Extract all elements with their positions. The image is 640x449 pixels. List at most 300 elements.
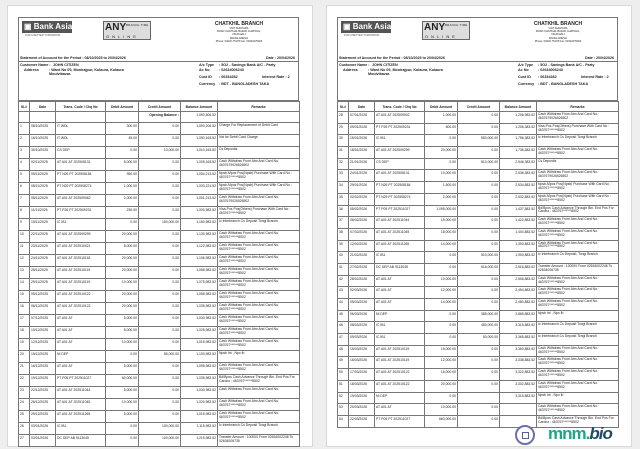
table-row	[338, 205, 619, 217]
branch-address-line: NOAKHALI	[232, 33, 246, 37]
credit-cell: 10,000.00	[139, 147, 181, 159]
trans-code-cell: PT P26 PT 202509231	[56, 207, 106, 219]
credit-cell: 0.00	[139, 375, 181, 387]
date-cell: 19/12/2025	[30, 375, 56, 387]
balance-cell: 3,365,883.52	[500, 334, 537, 346]
debit-cell: 0.00	[425, 310, 458, 322]
date-cell: 22/11/2025	[30, 231, 56, 243]
credit-cell: 810,000.00	[458, 158, 500, 170]
credit-cell: 0.00	[139, 267, 181, 279]
balance-cell: 1,005,163.52	[181, 159, 218, 171]
credit-cell: 0.00	[458, 228, 500, 240]
credit-cell: 85,000.00	[139, 351, 181, 363]
balance-cell: 1,130,983.52	[181, 231, 218, 243]
remarks-cell: Cash Withdraw From Atm And Card No. 463767******8502	[218, 315, 300, 327]
table-row	[338, 147, 619, 159]
sl-cell: 12	[19, 255, 30, 267]
trans-code-cell: AT A01 AT 202508131	[375, 170, 425, 182]
credit-cell: 0.00	[139, 327, 181, 339]
statement-page-1	[7, 5, 313, 447]
sl-cell: 48	[338, 345, 349, 357]
remarks-cell: Cash Withdraw From Atm And Card No.	[218, 387, 300, 399]
date-cell: 07/12/2025	[30, 315, 56, 327]
date-cell: 05/02/2026	[349, 205, 375, 217]
sl-cell: 39	[338, 240, 349, 252]
remarks-cell: Ic Interbranch Cs Deposit Tongi Branch	[537, 135, 619, 147]
date-cell: 02/03/2026	[349, 287, 375, 299]
remarks-cell: Transfer Amount : 120000 From 02634002246 To 02634006735	[537, 263, 619, 275]
sl-cell: 16	[19, 303, 30, 315]
date-cell: 08/11/2025	[30, 183, 56, 195]
opening-balance-row: Opening Balance : 1,090,506.52	[19, 112, 300, 123]
debit-cell: 18,000.00	[425, 228, 458, 240]
sl-cell: 47	[338, 334, 349, 346]
table-row	[19, 171, 300, 183]
table-row	[19, 411, 300, 423]
any-branch-logo: ANY BRANCH TIME ONLINE	[103, 21, 151, 40]
bank-seal-stamp	[515, 425, 535, 445]
date-cell: 07/01/2026	[349, 112, 375, 124]
trans-code-cell: AT A01 AT 202510122	[56, 303, 106, 315]
credit-cell: 385,000.00	[458, 310, 500, 322]
remarks-cell: Cash Withdraw From Atm And Card No. 463767******8502	[537, 404, 619, 416]
trans-code-cell: AT A01 AT	[375, 299, 425, 311]
balance-cell: 3,338,883.52	[500, 357, 537, 369]
sl-cell: 40	[338, 252, 349, 264]
column-header: Credit Amount	[139, 102, 181, 112]
credit-cell: 0.00	[139, 171, 181, 183]
customer-id: : 06334282	[538, 75, 557, 79]
sl-cell: 32	[338, 158, 349, 170]
balance-cell: 1,015,983.52	[181, 339, 218, 351]
trans-code-cell: PT N26 PT 202508184	[56, 171, 106, 183]
balance-cell: 1,003,221.52	[181, 183, 218, 195]
bank-tagline: FOR A BETTER TOMORROW	[25, 34, 61, 37]
remarks-cell: Cash Withdraw From Atm And Card No. 463767******8502	[218, 327, 300, 339]
table-row	[338, 263, 619, 275]
table-row	[338, 240, 619, 252]
branch-address-line: ROAD CHATKHIL BAZAR CHATKHIL,	[216, 30, 262, 34]
credit-cell: 0.00	[139, 183, 181, 195]
statement-date: Date : 20/04/2026	[585, 56, 614, 60]
date-cell: 06/03/2026	[349, 310, 375, 322]
balance-cell: 1,206,983.52	[500, 112, 537, 124]
credit-cell: 0.00	[139, 195, 181, 207]
table-row	[338, 380, 619, 392]
branch-address-line: NOAKHALI	[551, 33, 565, 37]
trans-code-cell: AT A01 AT 202511265	[375, 240, 425, 252]
debit-cell: 5,000.00	[106, 411, 139, 423]
credit-cell: 0.00	[139, 303, 181, 315]
trans-code-cell: NI DEP	[375, 392, 425, 404]
table-row	[338, 310, 619, 322]
debit-cell: 15,000.00	[425, 345, 458, 357]
date-cell: 03/01/2026	[30, 423, 56, 435]
table-row	[19, 339, 300, 351]
trans-code-cell: IC IB1	[375, 322, 425, 334]
trans-code-cell: NI DEP	[375, 310, 425, 322]
date-cell: 08/03/2026	[349, 322, 375, 334]
branch-address-line: VIAT KHILPARA	[229, 27, 249, 30]
remarks-cell: Ic Interbranch Cs Deposit Tongi Branch	[537, 334, 619, 346]
date-cell: 29/01/2026	[349, 182, 375, 194]
trans-code-cell: CS DEP	[375, 158, 425, 170]
balance-cell: 2,532,883.52	[500, 193, 537, 205]
date-cell: 18/03/2026	[349, 380, 375, 392]
balance-cell: 2,516,883.52	[500, 263, 537, 275]
customer-id: : 06334282	[219, 75, 238, 79]
remarks-cell: Npsb Int , Npo Ib	[537, 392, 619, 404]
balance-cell: 3,315,883.52	[500, 392, 537, 404]
remarks-cell: Cash Withdraw From Atm And Card No. 463767******8502	[537, 228, 619, 240]
branch-address-line: Phone: 03222-75178 Fax: 03322275024	[215, 39, 263, 43]
debit-cell: 0.00	[425, 158, 458, 170]
interest-rate: Interest Rate : 2	[262, 75, 290, 79]
sl-cell: 54	[338, 415, 349, 427]
sl-cell: 38	[338, 228, 349, 240]
table-row	[338, 357, 619, 369]
credit-cell: 0.00	[458, 217, 500, 229]
sl-cell: 14	[19, 279, 30, 291]
table-row	[19, 255, 300, 267]
remarks-cell: Npsb-Mpos Pos(Npsb) Purchase With Card No : 463767******8502	[537, 193, 619, 205]
table-row	[338, 334, 619, 346]
remarks-cell: Vat for Debit Card Charge	[218, 135, 300, 147]
sl-cell: 43	[338, 287, 349, 299]
debit-cell: 15,000.00	[425, 217, 458, 229]
sl-cell: 28	[338, 112, 349, 124]
trans-code-cell: AT A01 AT	[56, 363, 106, 375]
sl-cell: 4	[19, 159, 30, 171]
debit-cell: 16,000.00	[425, 369, 458, 381]
sl-cell: 7	[19, 195, 30, 207]
trans-code-cell: AT A01 AT 202509002	[375, 112, 425, 124]
sl-cell: 25	[19, 411, 30, 423]
date-cell: 07/02/2026	[349, 228, 375, 240]
remarks-cell: Visa-Pos Pos(Others) Purchase With Card No : 463767******8502	[218, 207, 300, 219]
date-cell: 20/03/2026	[349, 404, 375, 416]
sl-cell: 45	[338, 310, 349, 322]
remarks-cell: Cash Withdraw From Atm And Card No. 463767******8502	[218, 363, 300, 375]
balance-cell: 1,085,983.52	[181, 267, 218, 279]
credit-cell: 0.00	[139, 231, 181, 243]
date-cell: 23/11/2025	[30, 243, 56, 255]
watermark-logo: mnm.bio	[548, 424, 612, 443]
date-cell: 22/12/2025	[30, 387, 56, 399]
date-cell: 16/03/2026	[349, 357, 375, 369]
branch-address-line: Phone: 03222-75178 Fax: 03322275024	[534, 39, 582, 43]
table-row	[19, 435, 300, 447]
remarks-cell: Cash Withdraw From Atm And Card No. 463767******8502	[537, 299, 619, 311]
debit-cell: 0.00	[425, 252, 458, 264]
trans-code-cell: PT P05 PT 202511027	[56, 375, 106, 387]
sl-cell: 23	[19, 387, 30, 399]
credit-cell: 0.00	[458, 123, 500, 135]
trans-code-cell: AT A01 AT	[56, 327, 106, 339]
table-row	[338, 182, 619, 194]
trans-code-cell: AT A01 AT 202510119	[375, 345, 425, 357]
sl-cell: 3	[19, 147, 30, 159]
sl-cell: 10	[19, 231, 30, 243]
date-cell: 19/03/2026	[349, 392, 375, 404]
trans-code-cell: IC IB1	[375, 334, 425, 346]
trans-code-cell: AT A01 AT 202511044	[56, 387, 106, 399]
column-header: Date	[349, 102, 375, 112]
date-cell: 26/12/2025	[30, 399, 56, 411]
sl-cell: 42	[338, 275, 349, 287]
credit-cell: 0.00	[458, 345, 500, 357]
date-cell: 12/12/2025	[30, 339, 56, 351]
date-cell: 28/02/2026	[349, 275, 375, 287]
remarks-cell: Cash Withdraw From Atm And Card No. 463767******8502	[218, 411, 300, 423]
debit-cell: 5,000.00	[106, 327, 139, 339]
date-cell: 12/02/2026	[349, 240, 375, 252]
credit-cell: 0.00	[139, 291, 181, 303]
account-type: : 5O2 - Savings Bank A/C - Party	[219, 63, 276, 67]
remarks-cell: Cash Withdraw From Atm And Card No. 463767******8502	[537, 357, 619, 369]
debit-cell: 0.00	[425, 322, 458, 334]
trans-code-cell: AT A01 AT	[56, 315, 106, 327]
trans-code-cell: PT P26 PT 202509231	[375, 123, 425, 135]
bank-tagline: FOR A BETTER TOMORROW	[344, 34, 380, 37]
date-cell: 24/11/2025	[30, 255, 56, 267]
column-header: SL#	[338, 102, 349, 112]
column-header: Credit Amount	[458, 102, 500, 112]
debit-cell: 2,000.00	[106, 195, 139, 207]
trans-code-cell: AT A01 AT 202511045	[56, 399, 106, 411]
debit-cell: 20,000.00	[425, 147, 458, 159]
branch-address-line: ROAD CHATKHIL BAZAR CHATKHIL,	[535, 30, 581, 34]
remarks-cell: Cash Withdraw From Atm And Card No. 463767******8502	[218, 267, 300, 279]
trans-code-cell: DC DEP AB 9113045	[56, 435, 106, 447]
debit-cell: 20,000.00	[106, 231, 139, 243]
sl-cell: 2	[19, 135, 30, 147]
currency: : BDT - BANGLADESH TAKA	[538, 82, 589, 86]
column-header: Debit Amount	[106, 102, 139, 112]
trans-code-cell: AT A01 AT	[375, 404, 425, 416]
balance-cell: 2,536,383.52	[500, 170, 537, 182]
date-cell: 06/12/2025	[30, 303, 56, 315]
transactions-table	[18, 101, 300, 447]
trans-code-cell: AT A01 AT 202510122	[375, 380, 425, 392]
date-cell: 02/02/2026	[349, 193, 375, 205]
sl-cell: 27	[19, 435, 30, 447]
balance-cell: 1,025,983.52	[181, 327, 218, 339]
date-cell: 28/11/2025	[30, 267, 56, 279]
trans-code-cell: AT A01 AT 202511044	[375, 217, 425, 229]
debit-cell: 0.00	[425, 263, 458, 275]
date-cell: 29/11/2025	[30, 279, 56, 291]
date-cell: 15/01/2026	[349, 135, 375, 147]
table-row	[19, 243, 300, 255]
sl-cell: 18	[19, 327, 30, 339]
balance-cell	[500, 415, 537, 427]
table-row	[338, 158, 619, 170]
trans-code-cell: NI DEP	[56, 351, 106, 363]
balance-cell: 1,055,983.52	[181, 291, 218, 303]
trans-code-cell: AT A01 AT	[56, 339, 106, 351]
debit-cell: 12,000.00	[425, 287, 458, 299]
sl-cell: 15	[19, 291, 30, 303]
date-cell: 18/01/2026	[349, 147, 375, 159]
table-row	[338, 217, 619, 229]
debit-cell: 10,000.00	[106, 279, 139, 291]
date-cell: 06/02/2026	[349, 217, 375, 229]
branch-address-line: BANGLADESH	[549, 36, 567, 40]
credit-cell: 450,000.00	[458, 322, 500, 334]
branch-info: CHATKHIL BRANCH VIAT KHILPARA ROAD CHATKHIL BAZAR CHATKHIL, NOAKHALI BANGLADESH Phone: 03222-75178 Fax: 03322275024	[518, 21, 598, 43]
customer-address: : Ward No 09, Monirajpur, Kulaura, Kulaura Moulvibazar.	[49, 67, 124, 76]
remarks-cell: Ic Interbranch Cs Deposit Tongi Branch	[218, 423, 300, 435]
date-cell: 16/10/2025	[30, 135, 56, 147]
table-row	[19, 279, 300, 291]
credit-cell: 50,000.00	[458, 334, 500, 346]
table-row	[338, 392, 619, 404]
balance-cell: 1,900,883.52	[500, 252, 537, 264]
credit-cell: 0.00	[458, 380, 500, 392]
trans-code-cell: AT A01 AT	[375, 275, 425, 287]
trans-code-cell: IC IB1	[375, 135, 425, 147]
remarks-cell: Bd/Bpos Cash Advance Through Bin. End Pos For Cardno : 463767******8502	[537, 205, 619, 217]
table-row	[338, 170, 619, 182]
credit-cell: 0.00	[139, 207, 181, 219]
table-row	[19, 351, 300, 363]
debit-cell: 20,000.00	[425, 380, 458, 392]
table-row	[19, 387, 300, 399]
credit-cell: 0.00	[139, 339, 181, 351]
credit-cell: 0.00	[458, 147, 500, 159]
date-cell: 27/02/2026	[349, 263, 375, 275]
balance-cell: 1,756,383.52	[500, 135, 537, 147]
branch-address-line: BANGLADESH	[230, 36, 248, 40]
column-header: SL#	[19, 102, 30, 112]
credit-cell: 0.00	[458, 112, 500, 124]
table-row	[19, 291, 300, 303]
customer-address: : Ward No 09, Monirajpur, Kulaura, Kulaura Moulvibazar.	[368, 67, 443, 76]
credit-cell: 0.00	[139, 243, 181, 255]
trans-code-cell: AT A01 AT 202510118	[56, 255, 106, 267]
table-row	[338, 287, 619, 299]
branch-address-line: VIAT KHILPARA	[548, 27, 568, 30]
balance-cell: 2,534,883.52	[500, 182, 537, 194]
table-row	[338, 322, 619, 334]
trans-code-cell: AT A01 AT 202509299	[56, 231, 106, 243]
credit-cell: 616,000.00	[458, 263, 500, 275]
date-cell: 17/03/2026	[349, 369, 375, 381]
date-cell: 15/12/2025	[30, 351, 56, 363]
debit-cell: 950.00	[106, 171, 139, 183]
debit-cell: 14,000.00	[425, 299, 458, 311]
table-row	[338, 345, 619, 357]
trans-code-cell: AT A01 AT 202511265	[56, 411, 106, 423]
sl-cell: 11	[19, 243, 30, 255]
table-row	[19, 423, 300, 435]
sl-cell: 6	[19, 183, 30, 195]
date-cell: 22/03/2026	[349, 415, 375, 427]
debit-cell: 1,500.00	[425, 182, 458, 194]
debit-cell: 20,000.00	[106, 255, 139, 267]
trans-code-cell: CS DEP	[56, 147, 106, 159]
balance-cell: 1,015,983.52	[181, 411, 218, 423]
currency: : BDT - BANGLADESH TAKA	[219, 82, 270, 86]
balance-cell: 1,106,983.52	[181, 255, 218, 267]
date-cell: 21/01/2026	[349, 158, 375, 170]
debit-cell: 660,000.00	[425, 415, 458, 427]
balance-cell: 1,122,983.52	[181, 243, 218, 255]
branch-info: CHATKHIL BRANCH VIAT KHILPARA ROAD CHATKHIL BAZAR CHATKHIL, NOAKHALI BANGLADESH Phone: 03222-75178 Fax: 03322275024	[199, 21, 279, 43]
debit-cell: 12,000.00	[425, 357, 458, 369]
debit-cell: 14,000.00	[425, 240, 458, 252]
credit-cell: 0.00	[139, 255, 181, 267]
date-cell: 05/03/2026	[349, 299, 375, 311]
sl-cell: 41	[338, 263, 349, 275]
remarks-cell: Cash Withdraw From Atm And Card No. 463767******8502	[537, 147, 619, 159]
credit-cell: 0.00	[458, 357, 500, 369]
remarks-cell: Cash Withdraw From Atm And Card No. 4637679026526502	[218, 159, 300, 171]
customer-info: Customer Name : JOHN CITIZEN Address : Ward No 09, Monirajpur, Kulaura, Kulaura Moulvibazar. A/c Type : 5O2 - Savings Bank A/C - Party Ac No : 02634006243 Cust ID : 06334282 Interest Rate : 2 Currency : BDT - BANGLADESH TAKA	[337, 61, 618, 101]
date-cell: 10/12/2025	[30, 327, 56, 339]
debit-cell: 0.00	[106, 435, 139, 447]
sl-cell: 21	[19, 363, 30, 375]
balance-cell: 1,206,383.52	[500, 123, 537, 135]
opening-balance: 1,090,506.52	[181, 112, 218, 123]
balance-cell: 1,010,163.52	[181, 147, 218, 159]
balance-cell: 2,494,883.52	[500, 287, 537, 299]
credit-cell: 0.00	[139, 399, 181, 411]
credit-cell: 0.00	[139, 315, 181, 327]
balance-cell: 1,095,983.52	[181, 363, 218, 375]
date-cell: 08/11/2025	[30, 195, 56, 207]
remarks-cell: Cash Withdraw From Atm And Card No. 463767******8502	[537, 287, 619, 299]
remarks-cell: Cash Withdraw From Atm And Card No. 4637679026526502	[218, 195, 300, 207]
balance-cell: 1,004,213.52	[181, 171, 218, 183]
debit-cell: 0.00	[425, 392, 458, 404]
remarks-cell: Cash Withdraw From Atm And Card No. 463767******8502	[218, 231, 300, 243]
transactions-table	[337, 101, 619, 428]
debit-cell: 0.00	[106, 147, 139, 159]
remarks-cell: Npsb Int , Npo Ib	[218, 351, 300, 363]
customer-name: JOHN CITIZEN	[53, 63, 79, 67]
credit-cell: 0.00	[139, 387, 181, 399]
table-row	[338, 135, 619, 147]
column-header: Trans. Code / Chq No	[56, 102, 106, 112]
sl-cell: 31	[338, 147, 349, 159]
sl-cell: 20	[19, 351, 30, 363]
trans-code-cell: PT P05 PT 202511027	[375, 415, 425, 427]
remarks-cell: Npsb-Mpos Pos(Npsb) Purchase With Card No : 463767******8502	[218, 183, 300, 195]
statement-header	[18, 17, 299, 61]
date-cell: 05/12/2025	[30, 291, 56, 303]
date-cell: 15/03/2026	[349, 345, 375, 357]
debit-cell: 2,000.00	[425, 193, 458, 205]
remarks-cell: Npsb-Mpos Pos(Npsb) Purchase With Card No : 463767******8502	[537, 182, 619, 194]
sl-cell: 53	[338, 404, 349, 416]
table-row	[338, 123, 619, 135]
balance-cell: 1,001,213.52	[181, 195, 218, 207]
remarks-cell: Cs Deposits	[537, 158, 619, 170]
debit-cell: 5,000.00	[106, 315, 139, 327]
remarks-cell: Cash Withdraw From Atm And Card No. 463767******8502	[537, 380, 619, 392]
remarks-cell: Visa-Pos Pos(Others) Purchase With Card No : 463767******8502	[537, 123, 619, 135]
trans-code-cell: IC IB1	[56, 423, 106, 435]
balance-cell: 1,404,883.52	[500, 228, 537, 240]
sl-cell: 52	[338, 392, 349, 404]
table-row	[19, 303, 300, 315]
debit-cell: 8,000.00	[106, 243, 139, 255]
balance-cell: 1,020,983.52	[181, 399, 218, 411]
table-header-row	[338, 102, 619, 112]
trans-code-cell: PT N26 PT 202508184	[375, 182, 425, 194]
